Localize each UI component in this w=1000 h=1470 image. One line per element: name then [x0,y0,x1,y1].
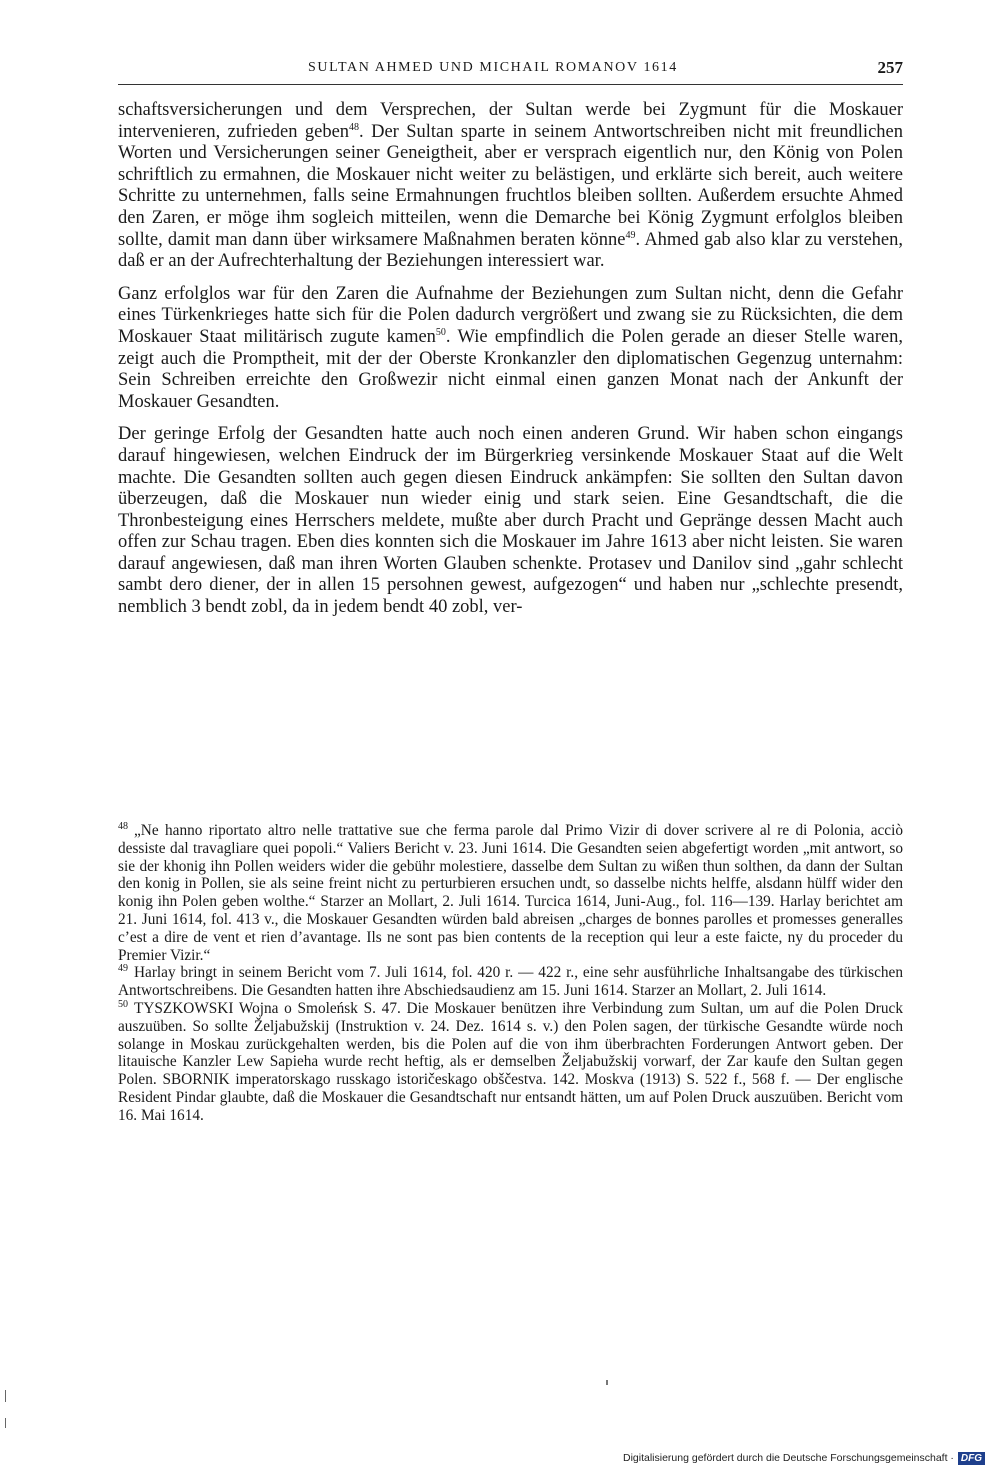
paragraph-text: schaftsversicherungen und dem Versprechen, der Sultan werde bei Zygmunt für die Moskauer intervenieren, zufrieden geben [118,100,903,142]
footnote-text: TYSZKOWSKI Wojna o Smoleńsk S. 47. Die Moskauer benützen ihre Verbindung zum Sultan, um auf die Polen Druck auszuüben. So sollte Željabužskij (Instruktion v. 24. Dez. 1614 s. v.) den Polen sagen, der türkische Gesandte würde noch solange in Moskau zurückgehalten werden, bis die Polen auf die von ihm überbrachten Forderungen Antwort geben. Der litauische Kanzler Lew Sapieha wurde recht heftig, als er demselben Željabužskij vorwarf, der Zar kaufe den Sultan gegen Polen. SBORNIK imperatorskago russkago istoričeskago obščestva. 142. Moskva (1913) S. 522 f., 568 f. — Der englische Resident Pindar glaubte, daß die Moskauer die Gesandtschaft nur entsandt hätten, um auf Polen Druck auszuüben. Bericht vom 16. Mai 1614. [118,999,903,1124]
footnote-number: 49 [118,963,128,975]
paragraph-text: Ganz erfolglos war für den Zaren die Aufnahme der Beziehungen zum Sultan nicht, denn die Gefahr eines Türkenkrieges hatte sich für die Polen dadurch vergrößert und zwang sie zu Rücksichten, die dem Moskauer Staat militärisch zugute kamen [118,283,903,347]
scan-dust-mark [606,1380,608,1385]
footnote-reference: 49 [625,229,636,241]
body-paragraph [118,424,903,618]
running-title: SULTAN AHMED UND MICHAIL ROMANOV 1614 [308,60,678,75]
paragraph-text: Der geringe Erfolg der Gesandten hatte auch noch einen anderen Grund. Wir haben schon eingangs darauf hingewiesen, welchen Eindruck der im Bürgerkrieg versinkende Moskauer Staat auf die Welt machte. Die Gesandten sollten auch gegen diesen Eindruck ankämpfen: Sie sollten den Sultan davon überzeugen, daß die Moskauer nun wieder einig und stark seien. Eine Gesandtschaft, die die Thronbesteigung eines Herrschers meldete, mußte aber durch Pracht und Gepränge dessen Macht auch offen zur Schau tragen. Eben dies konnten sich die Moskauer im Jahre 1613 aber nicht leisten. Sie waren darauf angewiesen, daß man ihren Worten Glauben schenkte. Protasev und Danilov sind „gahr schlecht sambt dero diener, der in allen 15 persohnen gewest, aufgezogen“ und haben nur „schlechte presendt, nemblich 3 bendt zobl, da in jedem bendt 40 zobl, ver- [118,424,903,618]
running-head [118,58,903,82]
paragraph-text: . Der Sultan sparte in seinem Antwortschreiben nicht mit freundlichen Worten und Versicherungen seiner Geneigtheit, aber er versprach eigentlich nur, den König von Polen schriftlich zu ermahnen, die Moskauer nicht weiter zu belästigen, und erklärte sich bereit, auch weitere Schritte zu unternehmen, falls seine Ermahnungen fruchtlos bleiben sollten. Außerdem ersuchte Ahmed den Zaren, er möge ihm sogleich mitteilen, wenn die Demarche bei König Zygmunt erfolglos bleiben sollte, damit man dann über wirksamere Maßnahmen beraten könne [118,121,903,250]
digitization-credit [623,1451,985,1465]
scan-edge-mark [5,1390,6,1402]
footnote [118,964,903,1000]
footnote-reference: 50 [435,326,446,338]
footnote-number: 50 [118,998,128,1010]
dfg-logo: DFG [958,1452,985,1465]
page-number: 257 [877,58,903,77]
footnote [118,822,903,964]
credit-text: Digitalisierung gefördert durch die Deutsche Forschungsgemeinschaft · [623,1452,954,1464]
body-paragraph [118,100,903,273]
paragraph-text: . Ahmed gab also klar zu verstehen, daß er an der Aufrechterhaltung der Beziehungen interessiert war. [118,229,904,272]
header-rule [118,84,903,85]
footnote-text: Harlay bringt in seinem Bericht vom 7. Juli 1614, fol. 420 r. — 422 r., eine sehr ausführliche Inhaltsangabe des türkischen Antwortschreibens. Die Gesandten hatten ihre Abschiedsaudienz am 15. Juni 1614. Starzer an Mollart, 2. Juli 1614. [118,964,903,1000]
scan-edge-mark [5,1418,6,1428]
footnote-reference: 48 [349,121,360,133]
footnote-number: 48 [118,820,128,832]
footnote-text: „Ne hanno riportato altro nelle trattative sue che ferma parole dal Primo Vizir di dover scrivere al re di Polonia, acciò dessiste dal travagliare quei popoli.“ Valiers Bericht v. 23. Juni 1614. Die Gesandten seien abgefertigt worden „mit antwort, so sie der khonig ihn Pollen weiders wider die gebühr molestiere, dasselbe dem Sultan zu wißen thun solthen, da dann der Sultan den konig in Pollen, sie als seine freint nicht zu perturbieren ersuchen undt, so dasselbe nichts helffe, alsdann hülff wider den konig ihn Polen geben wolthe.“ Starzer an Mollart, 2. Juli 1614. Turcica 1614, Juni-Aug., fol. 116—139. Harlay berichtet am 21. Juni 1614, fol. 413 v., die Moskauer Gesandten würden bald abreisen „charges de bonnes parolles et promesses generalles c’est a dire de vent et rien d’avantage. Ils ne sont pas bien contents de la reception qui leur a este faicte, ny du proceder du Premier Vizir.“ [118,822,903,964]
body-text [118,100,903,619]
footnote [118,1000,903,1125]
footnotes [118,822,903,1125]
body-paragraph [118,284,903,414]
paragraph-text: . Wie empfindlich die Polen gerade an dieser Stelle waren, zeigt auch die Promptheit, mit der der Oberste Kronkanzler den diplomatischen Gegenzug unternahm: Sein Schreiben erreichte den Großwezir nicht einmal einen ganzen Monat nach der Ankunft der Moskauer Gesandten. [118,326,903,412]
